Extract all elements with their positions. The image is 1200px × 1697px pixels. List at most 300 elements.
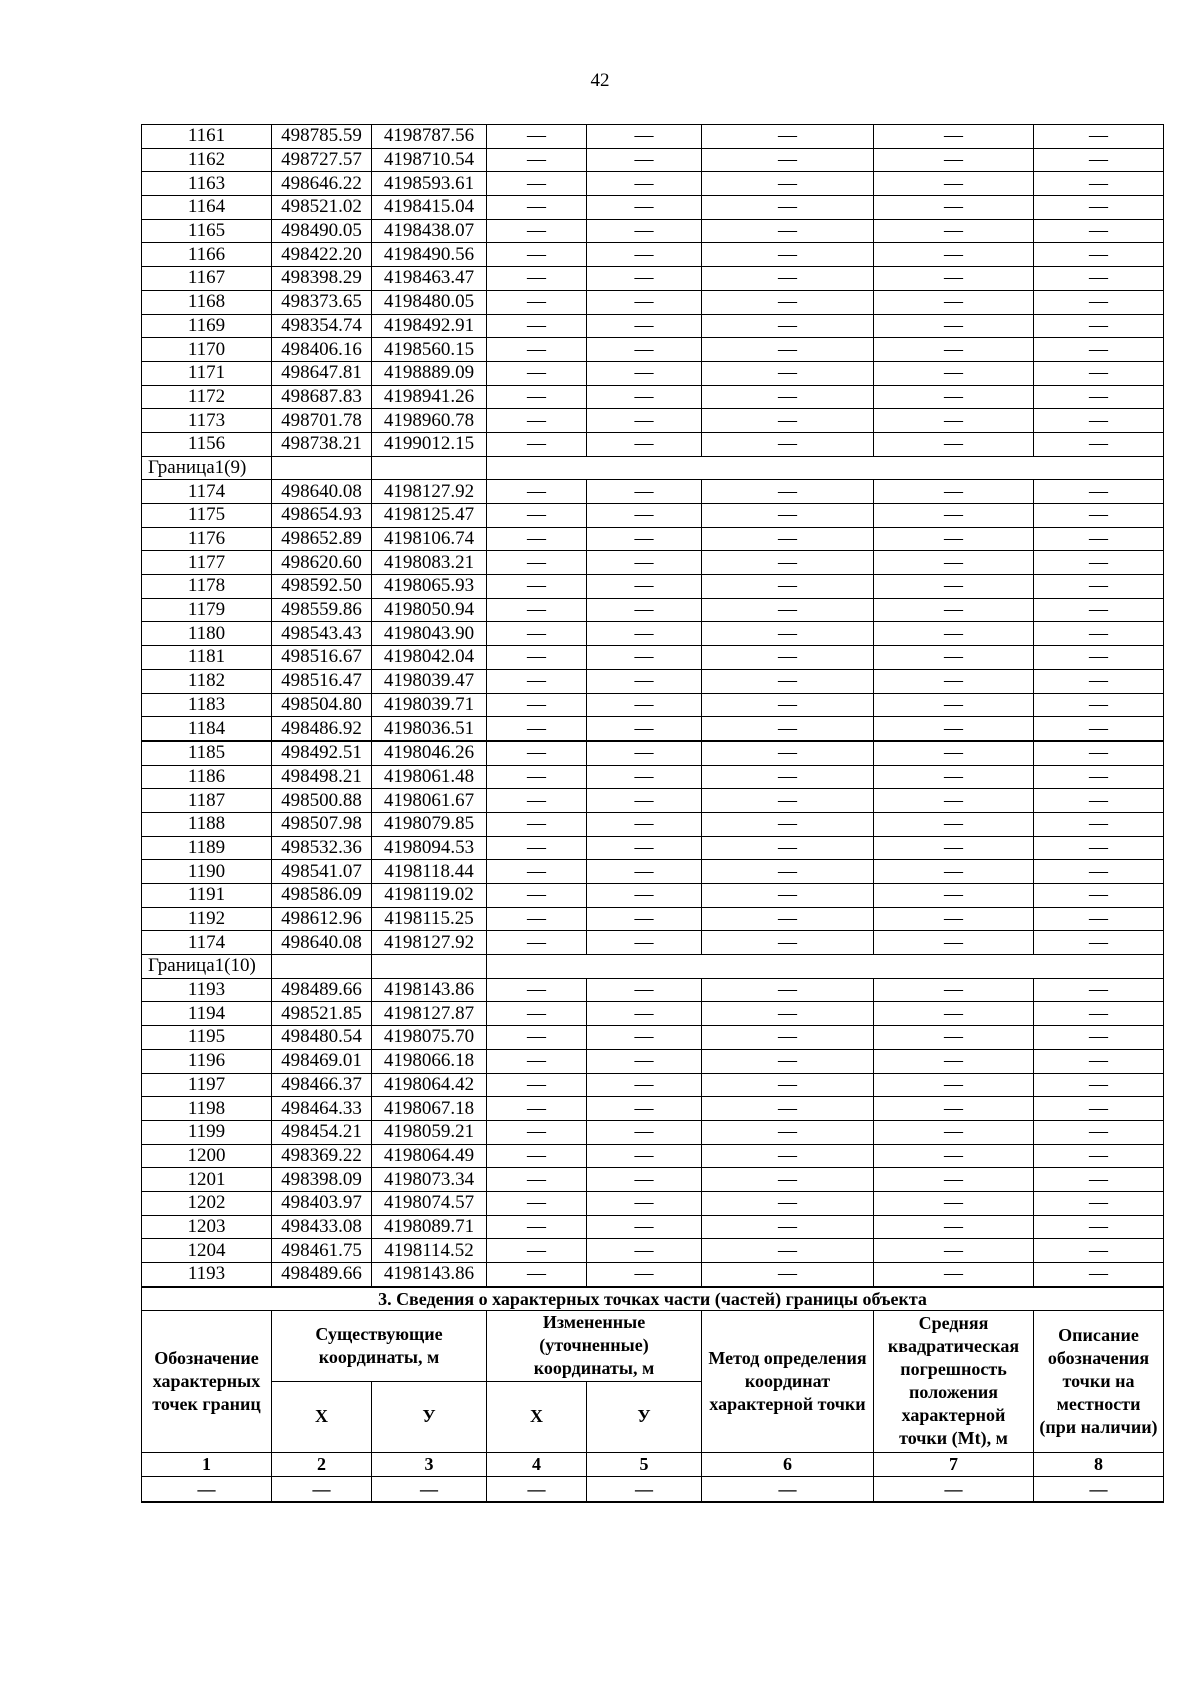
- point-id: 1192: [142, 907, 272, 931]
- dash-cell: —: [487, 504, 587, 528]
- dash-cell: —: [874, 148, 1034, 172]
- header-description: Описание обозначения точки на местности (при наличии): [1034, 1310, 1164, 1452]
- dash-cell: —: [487, 1239, 587, 1263]
- point-id: 1198: [142, 1097, 272, 1121]
- dash-cell: —: [487, 267, 587, 291]
- point-id: 1171: [142, 361, 272, 385]
- dash-cell: —: [1034, 551, 1164, 575]
- dash-cell: —: [587, 741, 702, 765]
- dash-cell: —: [587, 622, 702, 646]
- coord-x: 498500.88: [272, 789, 372, 813]
- dash-cell: —: [874, 1120, 1034, 1144]
- dash-cell: —: [487, 789, 587, 813]
- coord-x: 498498.21: [272, 765, 372, 789]
- coord-x: 498492.51: [272, 741, 372, 765]
- coord-y: 4198463.47: [372, 267, 487, 291]
- coord-y: 4198960.78: [372, 409, 487, 433]
- dash-cell: —: [702, 1049, 874, 1073]
- point-id: 1173: [142, 409, 272, 433]
- dash-cell: —: [587, 1120, 702, 1144]
- border-group-row: [142, 456, 1164, 480]
- coord-x: 498398.09: [272, 1168, 372, 1192]
- dash-cell: —: [487, 527, 587, 551]
- point-id: 1187: [142, 789, 272, 813]
- dash-cell: —: [874, 1002, 1034, 1026]
- dash-cell: —: [874, 243, 1034, 267]
- table-row: [142, 196, 1164, 220]
- dash-cell: —: [1034, 1191, 1164, 1215]
- dash-cell: —: [587, 1002, 702, 1026]
- coord-x: 498640.08: [272, 931, 372, 955]
- dash-cell: —: [587, 1191, 702, 1215]
- dash-cell: —: [1034, 1120, 1164, 1144]
- dash-cell: —: [487, 1097, 587, 1121]
- coord-x: 498398.29: [272, 267, 372, 291]
- dash-cell: —: [587, 314, 702, 338]
- dash-cell: —: [1034, 1215, 1164, 1239]
- dash-cell: —: [1034, 385, 1164, 409]
- coord-x: 498738.21: [272, 432, 372, 456]
- page-number: 42: [590, 70, 610, 91]
- coord-y: 4199012.15: [372, 432, 487, 456]
- dash-cell: —: [874, 432, 1034, 456]
- dash-cell: —: [1034, 622, 1164, 646]
- dash-cell: —: [702, 125, 874, 149]
- dash-cell: —: [487, 551, 587, 575]
- table-row: [142, 409, 1164, 433]
- point-id: 1169: [142, 314, 272, 338]
- header-row: [142, 1310, 1164, 1381]
- dash-cell: —: [587, 1476, 702, 1502]
- coord-x: 498464.33: [272, 1097, 372, 1121]
- dash-cell: —: [487, 1476, 587, 1502]
- coord-x: 498687.83: [272, 385, 372, 409]
- point-id: 1200: [142, 1144, 272, 1168]
- table-row: [142, 646, 1164, 670]
- dash-cell: —: [487, 1026, 587, 1050]
- coord-x: 498504.80: [272, 693, 372, 717]
- coord-x: 498369.22: [272, 1144, 372, 1168]
- coord-x: 498490.05: [272, 219, 372, 243]
- dash-cell: —: [702, 693, 874, 717]
- header-changed-coords: Измененные (уточненные) координаты, м: [487, 1310, 702, 1381]
- coord-y: 4198127.92: [372, 480, 487, 504]
- coord-x: 498480.54: [272, 1026, 372, 1050]
- table-row: [142, 314, 1164, 338]
- coord-x: 498489.66: [272, 1263, 372, 1287]
- dash-cell: —: [702, 243, 874, 267]
- empty-cell: [372, 955, 487, 979]
- coord-y: 4198593.61: [372, 172, 487, 196]
- coord-y: 4198073.34: [372, 1168, 487, 1192]
- empty-cell: [272, 955, 372, 979]
- table-row: [142, 1073, 1164, 1097]
- dash-cell: —: [702, 385, 874, 409]
- dash-cell: —: [1034, 860, 1164, 884]
- table-row: [142, 622, 1164, 646]
- dash-cell: —: [874, 646, 1034, 670]
- dash-cell: —: [1034, 1263, 1164, 1287]
- dash-cell: —: [1034, 646, 1164, 670]
- dash-cell: —: [1034, 172, 1164, 196]
- column-number: 5: [587, 1452, 702, 1476]
- point-id: 1181: [142, 646, 272, 670]
- coord-x: 498727.57: [272, 148, 372, 172]
- dash-cell: —: [702, 598, 874, 622]
- coord-y: 4198115.25: [372, 907, 487, 931]
- dash-cell: —: [487, 575, 587, 599]
- dash-cell: —: [587, 125, 702, 149]
- dash-cell: —: [874, 125, 1034, 149]
- table-row: [142, 1191, 1164, 1215]
- dash-cell: —: [587, 693, 702, 717]
- coord-x: 498486.92: [272, 717, 372, 741]
- dash-cell: —: [487, 1144, 587, 1168]
- coord-x: 498559.86: [272, 598, 372, 622]
- coord-y: 4198039.71: [372, 693, 487, 717]
- dash-cell: —: [702, 1215, 874, 1239]
- coord-y: 4198119.02: [372, 884, 487, 908]
- dash-cell: —: [1034, 1073, 1164, 1097]
- dash-cell: —: [1034, 741, 1164, 765]
- point-id: 1190: [142, 860, 272, 884]
- dash-cell: —: [1034, 669, 1164, 693]
- table-body: [142, 125, 1164, 1502]
- dash-cell: —: [874, 575, 1034, 599]
- dash-cell: —: [1034, 527, 1164, 551]
- dash-cell: —: [874, 717, 1034, 741]
- dash-cell: —: [587, 1144, 702, 1168]
- coord-y: 4198050.94: [372, 598, 487, 622]
- coord-x: 498612.96: [272, 907, 372, 931]
- coord-y: 4198941.26: [372, 385, 487, 409]
- dash-cell: —: [874, 741, 1034, 765]
- dash-cell: —: [487, 1002, 587, 1026]
- header-x: Х: [487, 1381, 587, 1452]
- dash-cell: —: [874, 1191, 1034, 1215]
- coord-y: 4198074.57: [372, 1191, 487, 1215]
- coord-y: 4198094.53: [372, 836, 487, 860]
- dash-cell: —: [874, 1168, 1034, 1192]
- dash-cell: —: [702, 765, 874, 789]
- dash-cell: —: [874, 765, 1034, 789]
- coord-x: 498543.43: [272, 622, 372, 646]
- dash-cell: —: [702, 812, 874, 836]
- dash-cell: —: [1034, 1002, 1164, 1026]
- coord-x: 498433.08: [272, 1215, 372, 1239]
- empty-cell: [372, 456, 487, 480]
- dash-cell: —: [587, 1049, 702, 1073]
- dash-cell: —: [874, 1026, 1034, 1050]
- dash-cell: —: [487, 907, 587, 931]
- dash-cell: —: [874, 978, 1034, 1002]
- dash-cell: —: [874, 314, 1034, 338]
- dash-cell: —: [1034, 765, 1164, 789]
- dash-cell: —: [587, 931, 702, 955]
- point-id: 1182: [142, 669, 272, 693]
- point-id: 1162: [142, 148, 272, 172]
- coord-y: 4198064.42: [372, 1073, 487, 1097]
- coord-y: 4198118.44: [372, 860, 487, 884]
- dash-cell: —: [1034, 1239, 1164, 1263]
- coord-y: 4198787.56: [372, 125, 487, 149]
- dash-cell: —: [874, 1049, 1034, 1073]
- point-id: 1197: [142, 1073, 272, 1097]
- dash-cell: —: [702, 480, 874, 504]
- empty-cell: [487, 456, 1164, 480]
- dash-cell: —: [702, 860, 874, 884]
- coord-y: 4198046.26: [372, 741, 487, 765]
- table-row: [142, 812, 1164, 836]
- dash-cell: —: [702, 361, 874, 385]
- table-row: [142, 907, 1164, 931]
- coord-x: 498701.78: [272, 409, 372, 433]
- dash-cell: —: [702, 219, 874, 243]
- coord-x: 498507.98: [272, 812, 372, 836]
- dash-cell: —: [702, 622, 874, 646]
- dash-cell: —: [487, 717, 587, 741]
- dash-cell: —: [587, 219, 702, 243]
- coord-y: 4198059.21: [372, 1120, 487, 1144]
- dash-cell: —: [702, 1191, 874, 1215]
- table-row: [142, 1144, 1164, 1168]
- dash-cell: —: [702, 978, 874, 1002]
- dash-cell: —: [702, 148, 874, 172]
- coord-x: 498586.09: [272, 884, 372, 908]
- dash-cell: —: [487, 1073, 587, 1097]
- dash-cell: —: [874, 409, 1034, 433]
- dash-cell: —: [487, 860, 587, 884]
- coord-y: 4198480.05: [372, 290, 487, 314]
- coord-x: 498592.50: [272, 575, 372, 599]
- table-row: [142, 1168, 1164, 1192]
- table-row: [142, 480, 1164, 504]
- table-row: [142, 598, 1164, 622]
- dash-cell: —: [702, 669, 874, 693]
- dash-cell: —: [587, 409, 702, 433]
- dash-cell: —: [874, 1263, 1034, 1287]
- table-row: [142, 504, 1164, 528]
- dash-cell: —: [702, 789, 874, 813]
- dash-cell: —: [702, 741, 874, 765]
- table-row: [142, 148, 1164, 172]
- header-existing-coords: Существующие координаты, м: [272, 1310, 487, 1381]
- dash-cell: —: [487, 741, 587, 765]
- coord-y: 4198075.70: [372, 1026, 487, 1050]
- dash-cell: —: [1034, 931, 1164, 955]
- table-row: [142, 575, 1164, 599]
- dash-cell: —: [702, 1144, 874, 1168]
- coord-x: 498646.22: [272, 172, 372, 196]
- dash-cell: —: [587, 196, 702, 220]
- dash-cell: —: [874, 693, 1034, 717]
- dash-cell: —: [1034, 267, 1164, 291]
- dash-cell: —: [487, 884, 587, 908]
- point-id: 1167: [142, 267, 272, 291]
- coord-y: 4198106.74: [372, 527, 487, 551]
- dash-cell: —: [702, 884, 874, 908]
- dash-cell: —: [587, 432, 702, 456]
- dash-cell: —: [874, 338, 1034, 362]
- dash-cell: —: [1034, 1049, 1164, 1073]
- table-row: [142, 693, 1164, 717]
- dash-cell: —: [487, 1168, 587, 1192]
- coord-y: 4198492.91: [372, 314, 487, 338]
- coord-x: 498532.36: [272, 836, 372, 860]
- point-id: 1170: [142, 338, 272, 362]
- dash-cell: —: [874, 1097, 1034, 1121]
- dash-cell: —: [874, 551, 1034, 575]
- dash-cell: —: [874, 267, 1034, 291]
- table-row: [142, 527, 1164, 551]
- point-id: 1174: [142, 480, 272, 504]
- dash-cell: —: [372, 1476, 487, 1502]
- dash-cell: —: [487, 622, 587, 646]
- point-id: 1202: [142, 1191, 272, 1215]
- dash-cell: —: [702, 314, 874, 338]
- dash-cell: —: [587, 669, 702, 693]
- point-id: 1163: [142, 172, 272, 196]
- dash-cell: —: [587, 575, 702, 599]
- dash-cell: —: [702, 646, 874, 670]
- dash-cell: —: [702, 338, 874, 362]
- dash-cell: —: [487, 385, 587, 409]
- table-row: [142, 338, 1164, 362]
- dash-cell: —: [487, 290, 587, 314]
- section-title-row: [142, 1287, 1164, 1311]
- dash-cell: —: [587, 527, 702, 551]
- dash-cell: —: [487, 646, 587, 670]
- dash-cell: —: [587, 812, 702, 836]
- dash-cell: —: [587, 978, 702, 1002]
- coord-x: 498489.66: [272, 978, 372, 1002]
- point-id: 1179: [142, 598, 272, 622]
- dash-cell: —: [587, 338, 702, 362]
- coord-x: 498373.65: [272, 290, 372, 314]
- dash-cell: —: [587, 860, 702, 884]
- dash-cell: —: [702, 1002, 874, 1026]
- dash-cell: —: [487, 598, 587, 622]
- point-id: 1195: [142, 1026, 272, 1050]
- dash-cell: —: [487, 693, 587, 717]
- dash-cell: —: [1034, 243, 1164, 267]
- point-id: 1199: [142, 1120, 272, 1144]
- dash-cell: —: [587, 1263, 702, 1287]
- dash-cell: —: [587, 1239, 702, 1263]
- table-row: [142, 789, 1164, 813]
- dash-cell: —: [587, 717, 702, 741]
- dash-cell: —: [587, 480, 702, 504]
- dash-cell: —: [874, 907, 1034, 931]
- coord-x: 498620.60: [272, 551, 372, 575]
- dash-cell: —: [874, 789, 1034, 813]
- point-id: 1196: [142, 1049, 272, 1073]
- dash-cell: —: [1034, 219, 1164, 243]
- coord-y: 4198889.09: [372, 361, 487, 385]
- point-id: 1175: [142, 504, 272, 528]
- table-row: [142, 741, 1164, 765]
- coord-y: 4198438.07: [372, 219, 487, 243]
- point-id: 1161: [142, 125, 272, 149]
- table-row: [142, 125, 1164, 149]
- table-row: [142, 717, 1164, 741]
- dash-cell: —: [487, 765, 587, 789]
- dash-cell: —: [702, 1239, 874, 1263]
- table-row: [142, 1049, 1164, 1073]
- dash-cell: —: [487, 361, 587, 385]
- point-id: 1186: [142, 765, 272, 789]
- point-id: 1180: [142, 622, 272, 646]
- dash-cell: —: [487, 125, 587, 149]
- table-row: [142, 931, 1164, 955]
- table-row: [142, 860, 1164, 884]
- dash-cell: —: [587, 504, 702, 528]
- column-number: 7: [874, 1452, 1034, 1476]
- empty-data-row: [142, 1476, 1164, 1502]
- dash-cell: —: [1034, 196, 1164, 220]
- dash-cell: —: [487, 172, 587, 196]
- coord-x: 498516.67: [272, 646, 372, 670]
- dash-cell: —: [1034, 907, 1164, 931]
- table-row: [142, 385, 1164, 409]
- dash-cell: —: [587, 789, 702, 813]
- coord-y: 4198065.93: [372, 575, 487, 599]
- dash-cell: —: [587, 148, 702, 172]
- coord-y: 4198079.85: [372, 812, 487, 836]
- dash-cell: —: [587, 385, 702, 409]
- dash-cell: —: [1034, 361, 1164, 385]
- dash-cell: —: [1034, 884, 1164, 908]
- coord-x: 498406.16: [272, 338, 372, 362]
- point-id: 1204: [142, 1239, 272, 1263]
- point-id: 1193: [142, 978, 272, 1002]
- column-number: 2: [272, 1452, 372, 1476]
- dash-cell: —: [487, 314, 587, 338]
- point-id: 1194: [142, 1002, 272, 1026]
- dash-cell: —: [874, 598, 1034, 622]
- coord-x: 498652.89: [272, 527, 372, 551]
- dash-cell: —: [874, 1476, 1034, 1502]
- dash-cell: —: [487, 1120, 587, 1144]
- dash-cell: —: [702, 907, 874, 931]
- dash-cell: —: [702, 267, 874, 291]
- coord-y: 4198039.47: [372, 669, 487, 693]
- section-title: 3. Сведения о характерных точках части (частей) границы объекта: [142, 1287, 1164, 1311]
- dash-cell: —: [487, 338, 587, 362]
- table-row: [142, 1026, 1164, 1050]
- point-id: 1184: [142, 717, 272, 741]
- dash-cell: —: [874, 219, 1034, 243]
- dash-cell: —: [587, 267, 702, 291]
- dash-cell: —: [587, 598, 702, 622]
- dash-cell: —: [874, 1144, 1034, 1168]
- dash-cell: —: [1034, 789, 1164, 813]
- header-y: У: [372, 1381, 487, 1452]
- dash-cell: —: [587, 1168, 702, 1192]
- dash-cell: —: [587, 1215, 702, 1239]
- dash-cell: —: [874, 884, 1034, 908]
- dash-cell: —: [702, 527, 874, 551]
- dash-cell: —: [874, 527, 1034, 551]
- dash-cell: —: [702, 196, 874, 220]
- dash-cell: —: [874, 669, 1034, 693]
- coord-y: 4198114.52: [372, 1239, 487, 1263]
- point-id: 1193: [142, 1263, 272, 1287]
- dash-cell: —: [1034, 432, 1164, 456]
- column-number: 8: [1034, 1452, 1164, 1476]
- dash-cell: —: [587, 290, 702, 314]
- point-id: 1165: [142, 219, 272, 243]
